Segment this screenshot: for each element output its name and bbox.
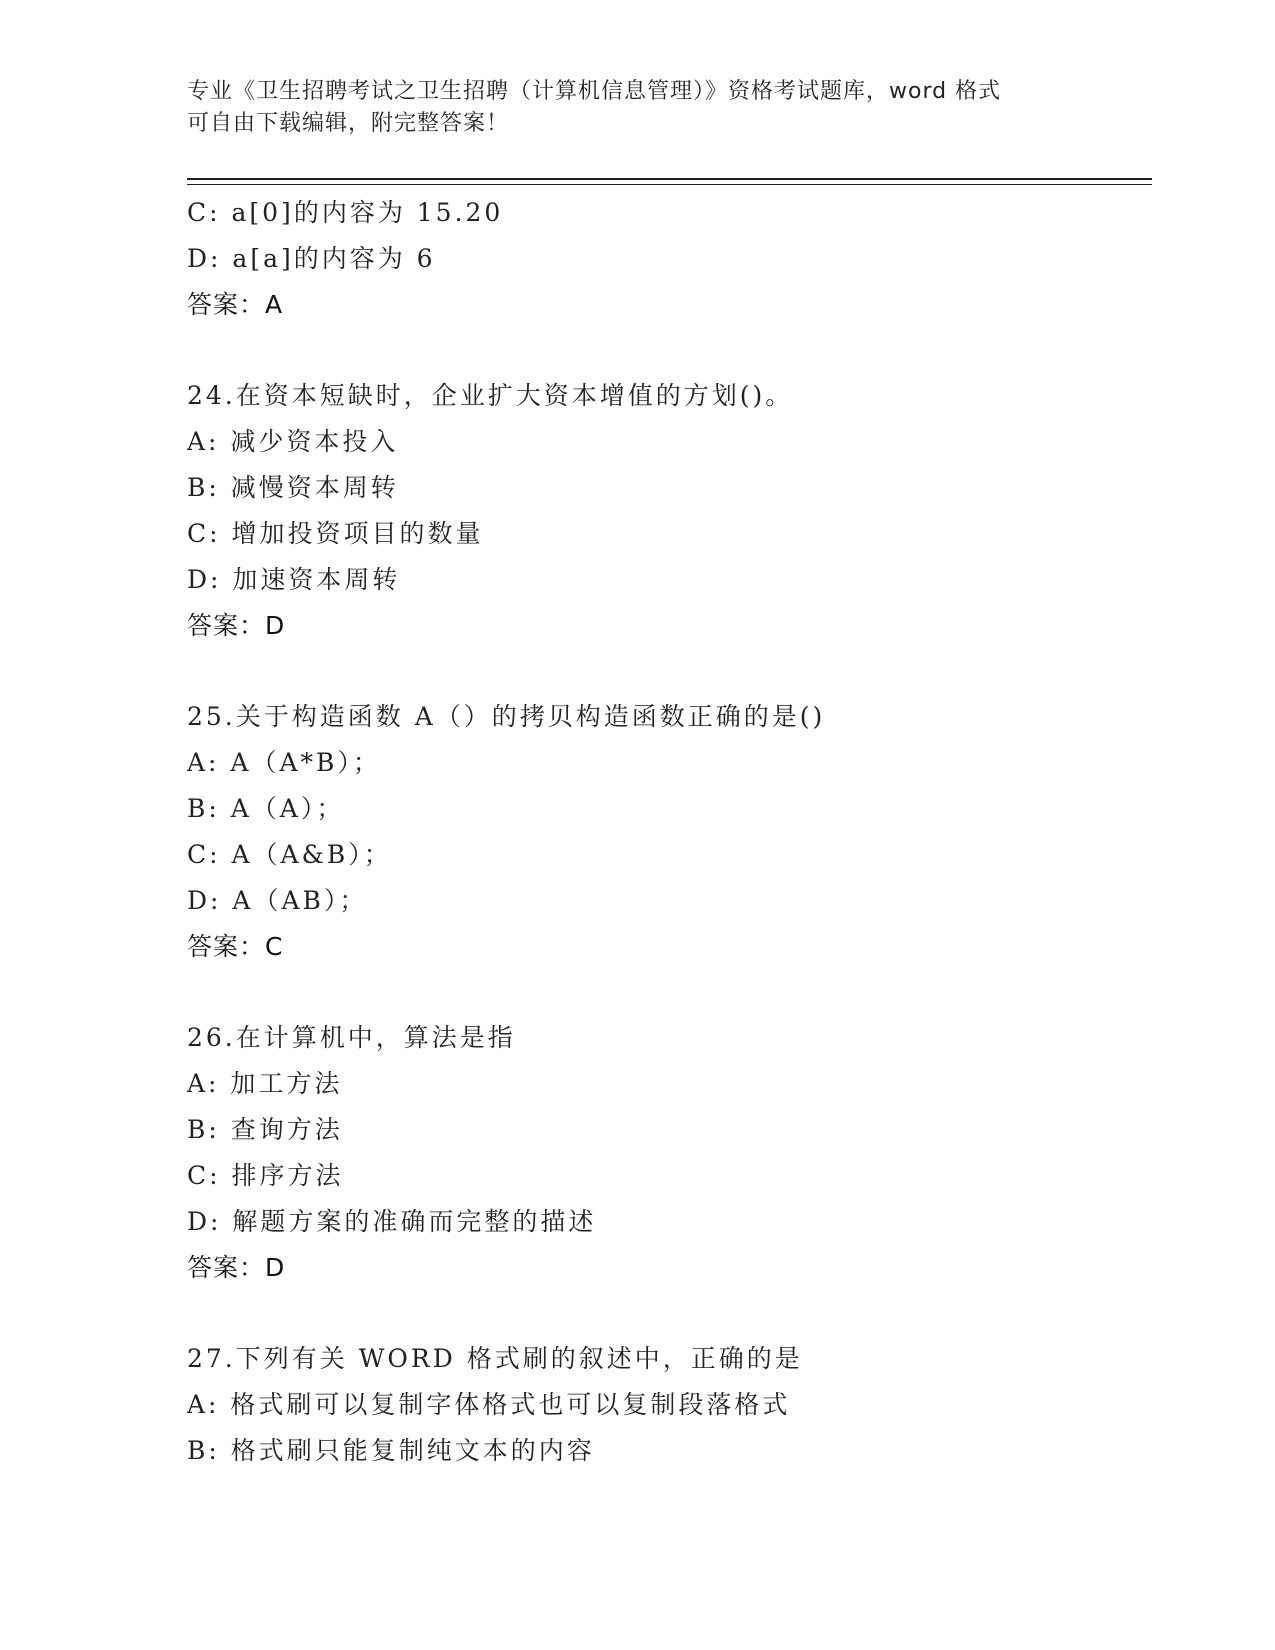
question-stem: 27.下列有关 WORD 格式刷的叙述中，正确的是 [187,1344,803,1373]
header-divider-thin [187,184,1152,185]
answer-line: 答案：D [187,611,286,640]
answer-line: 答案：D [187,1253,286,1282]
header-line-2: 可自由下载编辑，附完整答案！ [187,111,510,136]
option-c: C: 排序方法 [187,1161,344,1190]
option-c: C: a[0]的内容为 15.20 [187,198,504,227]
option-b: B: 查询方法 [187,1115,343,1144]
header-line-1: 专业《卫生招聘考试之卫生招聘（计算机信息管理）》资格考试题库，word 格式 [187,79,1002,104]
option-a: A: 加工方法 [187,1069,343,1098]
option-d: D: A（AB）； [187,886,368,915]
spacer [187,970,1152,1015]
spacer [187,649,1152,694]
option-c: C: A（A&B）； [187,840,392,869]
option-a: A: A（A*B）； [187,748,381,777]
question-list [187,190,1152,1474]
option-c: C: 增加投资项目的数量 [187,519,484,548]
option-a: A: 减少资本投入 [187,427,399,456]
answer-line: 答案：A [187,290,284,319]
answer-line: 答案：C [187,932,284,961]
option-b: B: 格式刷只能复制纯文本的内容 [187,1436,595,1465]
spacer [187,1291,1152,1336]
question-stem: 24.在资本短缺时，企业扩大资本增值的方划()。 [187,381,794,410]
question-block-prev [187,190,1152,328]
question-stem: 26.在计算机中，算法是指 [187,1023,516,1052]
header-divider-thick [187,178,1152,180]
question-block-24 [187,373,1152,649]
question-stem: 25.关于构造函数 A（）的拷贝构造函数正确的是() [187,702,826,731]
spacer [187,328,1152,373]
option-b: B: 减慢资本周转 [187,473,399,502]
option-b: B: A（A）； [187,794,345,823]
option-d: D: 解题方案的准确而完整的描述 [187,1207,597,1236]
question-block-25 [187,694,1152,970]
option-d: D: a[a]的内容为 6 [187,244,436,273]
document-header [187,76,1087,140]
option-a: A: 格式刷可以复制字体格式也可以复制段落格式 [187,1390,791,1419]
option-d: D: 加速资本周转 [187,565,401,594]
question-block-26 [187,1015,1152,1291]
question-block-27 [187,1336,1152,1474]
